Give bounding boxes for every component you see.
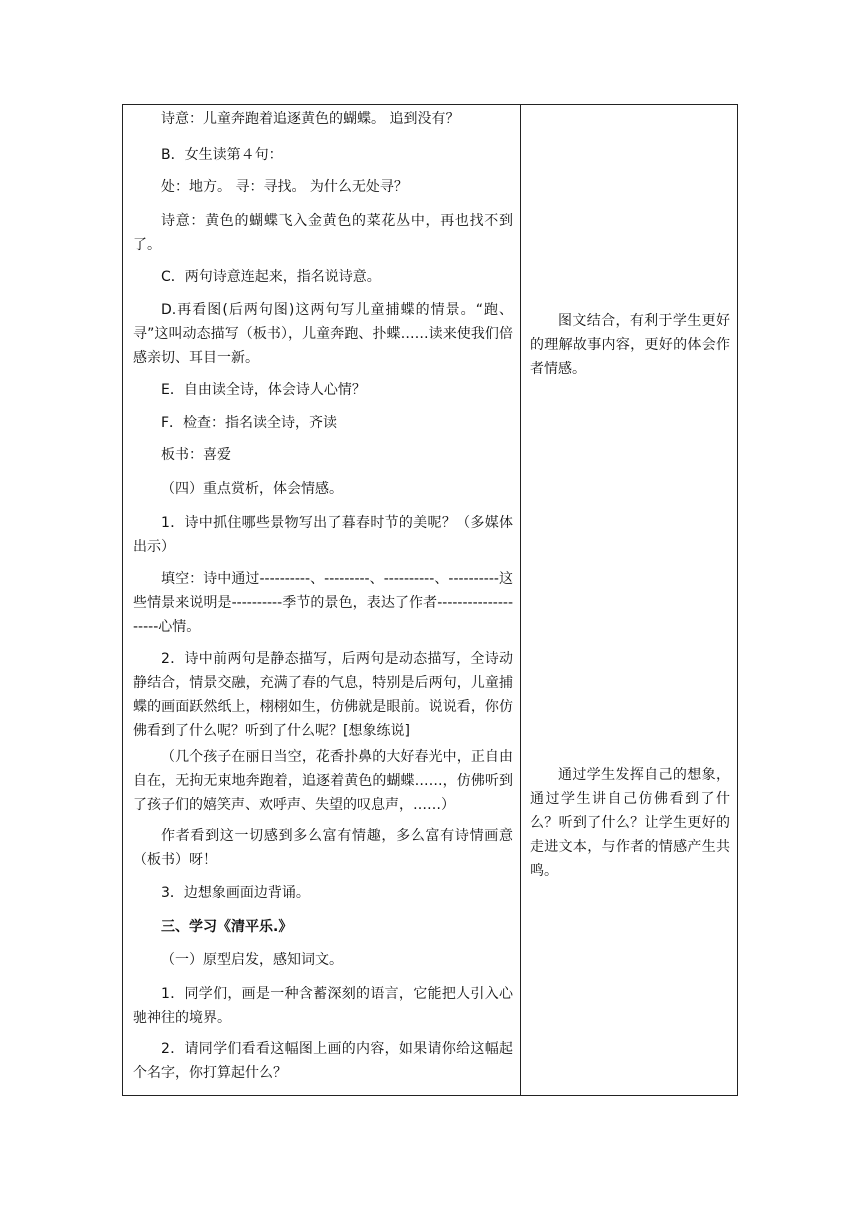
paragraph: 1．同学们，画是一种含蓄深刻的语言，它能把人引入心驰神往的境界。 <box>133 986 513 1026</box>
paragraph: E．自由读全诗，体会诗人心情？ <box>161 382 366 398</box>
paragraph: D.再看图(后两句图)这两句写儿童捕蝶的情景。“跑、寻”这叫动态描写（板书），儿童奔跑、扑蝶……读来使我们倍感亲切、耳目一新。 <box>133 302 513 366</box>
paragraph: 1．诗中抓住哪些景物写出了暮春时节的美呢？（多媒体出示） <box>133 515 513 555</box>
paragraph: 板书：喜爱 <box>161 447 231 463</box>
column-divider <box>520 105 521 1095</box>
paragraph: 处：地方。 寻：寻找。 为什么无处寻？ <box>161 179 408 195</box>
design-note: 图文结合，有利于学生更好的理解故事内容，更好的体会作者情感。 <box>530 313 730 377</box>
section-heading: 三、学习《清平乐.》 <box>161 919 293 935</box>
paragraph: 2．诗中前两句是静态描写，后两句是动态描写，全诗动静结合，情景交融，充满了春的气息，特别是后两句，儿童捕蝶的画面跃然纸上，栩栩如生，仿佛就是眼前。说说看，你仿佛看到了什么呢？听到了什么呢？[想象练说] <box>133 651 513 739</box>
paragraph: 2．请同学们看看这幅图上画的内容，如果请你给这幅起个名字，你打算起什么？ <box>133 1041 513 1081</box>
section-heading: （一）原型启发，感知词文。 <box>161 952 343 968</box>
paragraph: C．两句诗意连起来，指名说诗意。 <box>161 269 381 285</box>
paragraph: 3．边想象画面边背诵。 <box>161 885 310 901</box>
paragraph: 诗意：黄色的蝴蝶飞入金黄色的菜花丛中，再也找不到了。 <box>133 213 513 253</box>
paragraph: B．女生读第４句： <box>161 147 283 163</box>
lesson-table <box>122 104 738 1096</box>
design-note: 通过学生发挥自己的想象，通过学生讲自己仿佛看到了什么？听到了什么？让学生更好的走进文本，与作者的情感产生共鸣。 <box>530 767 730 879</box>
paragraph: 诗意：儿童奔跑着追逐黄色的蝴蝶。 追到没有？ <box>161 111 460 127</box>
fill-in-blank: 填空：诗中通过----------、---------、----------、----------这些情景来说明是----------季节的景色，表达了作者--------------------心情。 <box>133 571 513 635</box>
section-heading: （四）重点赏析，体会情感。 <box>161 481 343 497</box>
paragraph: 作者看到这一切感到多么富有情趣，多么富有诗情画意（板书）呀！ <box>133 828 513 868</box>
paragraph: （几个孩子在丽日当空，花香扑鼻的大好春光中，正自由自在，无拘无束地奔跑着，追逐着黄色的蝴蝶……，仿佛听到了孩子们的嬉笑声、欢呼声、失望的叹息声，……） <box>133 749 513 813</box>
paragraph: F．检查：指名读全诗，齐读 <box>161 415 338 431</box>
